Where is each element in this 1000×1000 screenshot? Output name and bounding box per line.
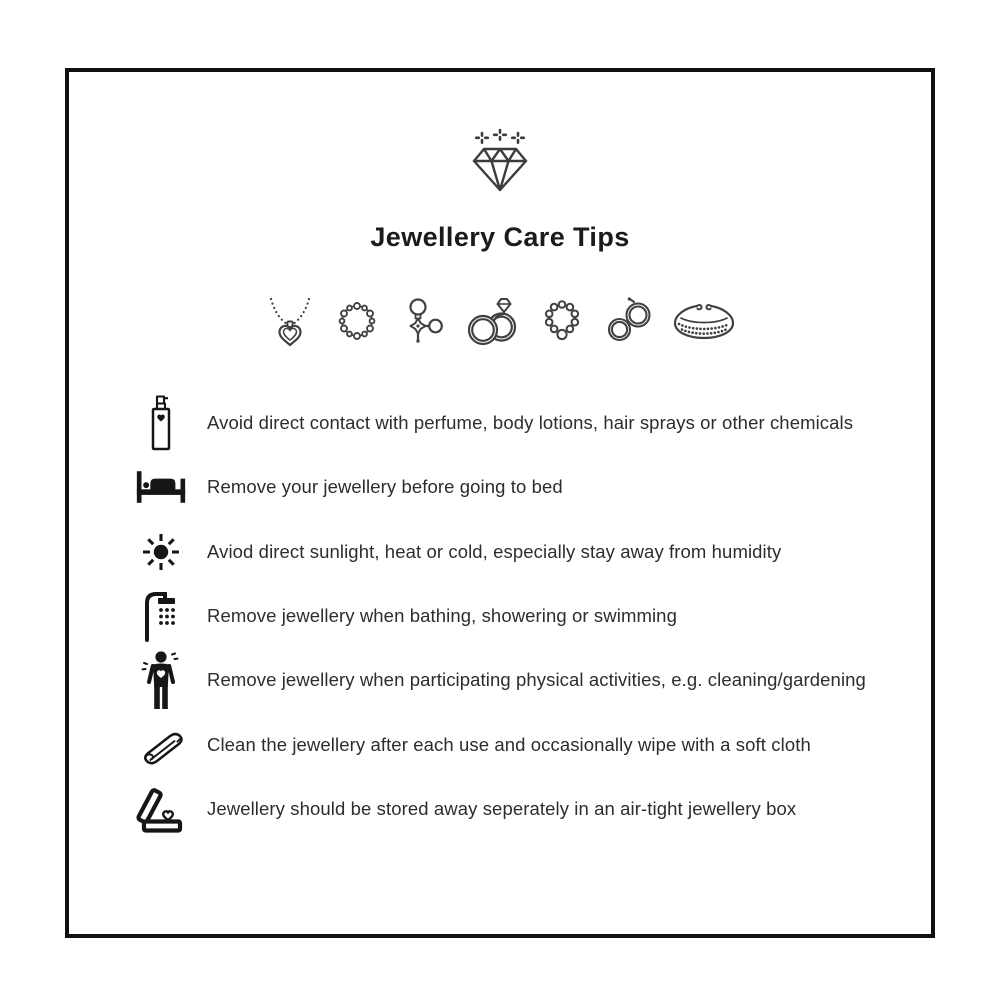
shower-icon xyxy=(135,584,187,648)
bed-icon xyxy=(135,455,187,519)
tip-row xyxy=(135,455,915,519)
tip-text: Jewellery should be stored away seperately in an air-tight jewellery box xyxy=(207,797,797,819)
page-title: Jewellery Care Tips xyxy=(370,222,630,252)
tip-text: Avoid direct contact with perfume, body lotions, hair sprays or other chemicals xyxy=(207,412,854,434)
person-sweating-icon xyxy=(135,648,187,712)
tip-row xyxy=(135,520,915,584)
soft-cloth-icon xyxy=(135,713,187,777)
tip-row xyxy=(135,584,915,648)
stud-earrings-icon xyxy=(398,295,446,347)
hoop-earrings-icon xyxy=(603,296,655,346)
tip-row xyxy=(135,648,915,712)
heart-pendant-necklace-icon xyxy=(264,294,316,348)
tip-row xyxy=(135,712,915,776)
tip-text: Remove jewellery when bathing, showering or swimming xyxy=(207,605,677,627)
tip-text: Remove your jewellery before going to bed xyxy=(207,476,563,498)
tip-row xyxy=(135,777,915,841)
diamond-rings-icon xyxy=(463,294,521,348)
tips-list xyxy=(135,391,915,841)
tip-text: Remove jewellery when participating physical activities, e.g. cleaning/gardening xyxy=(207,669,866,691)
tip-row xyxy=(135,391,915,455)
diamond-with-sparkles-icon xyxy=(464,128,536,196)
sun-icon xyxy=(135,520,187,584)
perfume-bottle-icon xyxy=(135,391,187,455)
cuff-bangle-icon xyxy=(672,298,736,344)
pearl-bracelet-icon xyxy=(538,297,586,345)
tip-text: Aviod direct sunlight, heat or cold, especially stay away from humidity xyxy=(207,540,782,562)
jewellery-box-icon xyxy=(135,777,187,841)
jewellery-icon-row xyxy=(65,292,935,350)
tip-text: Clean the jewellery after each use and occasionally wipe with a soft cloth xyxy=(207,733,811,755)
beaded-bracelet-icon xyxy=(333,297,381,345)
